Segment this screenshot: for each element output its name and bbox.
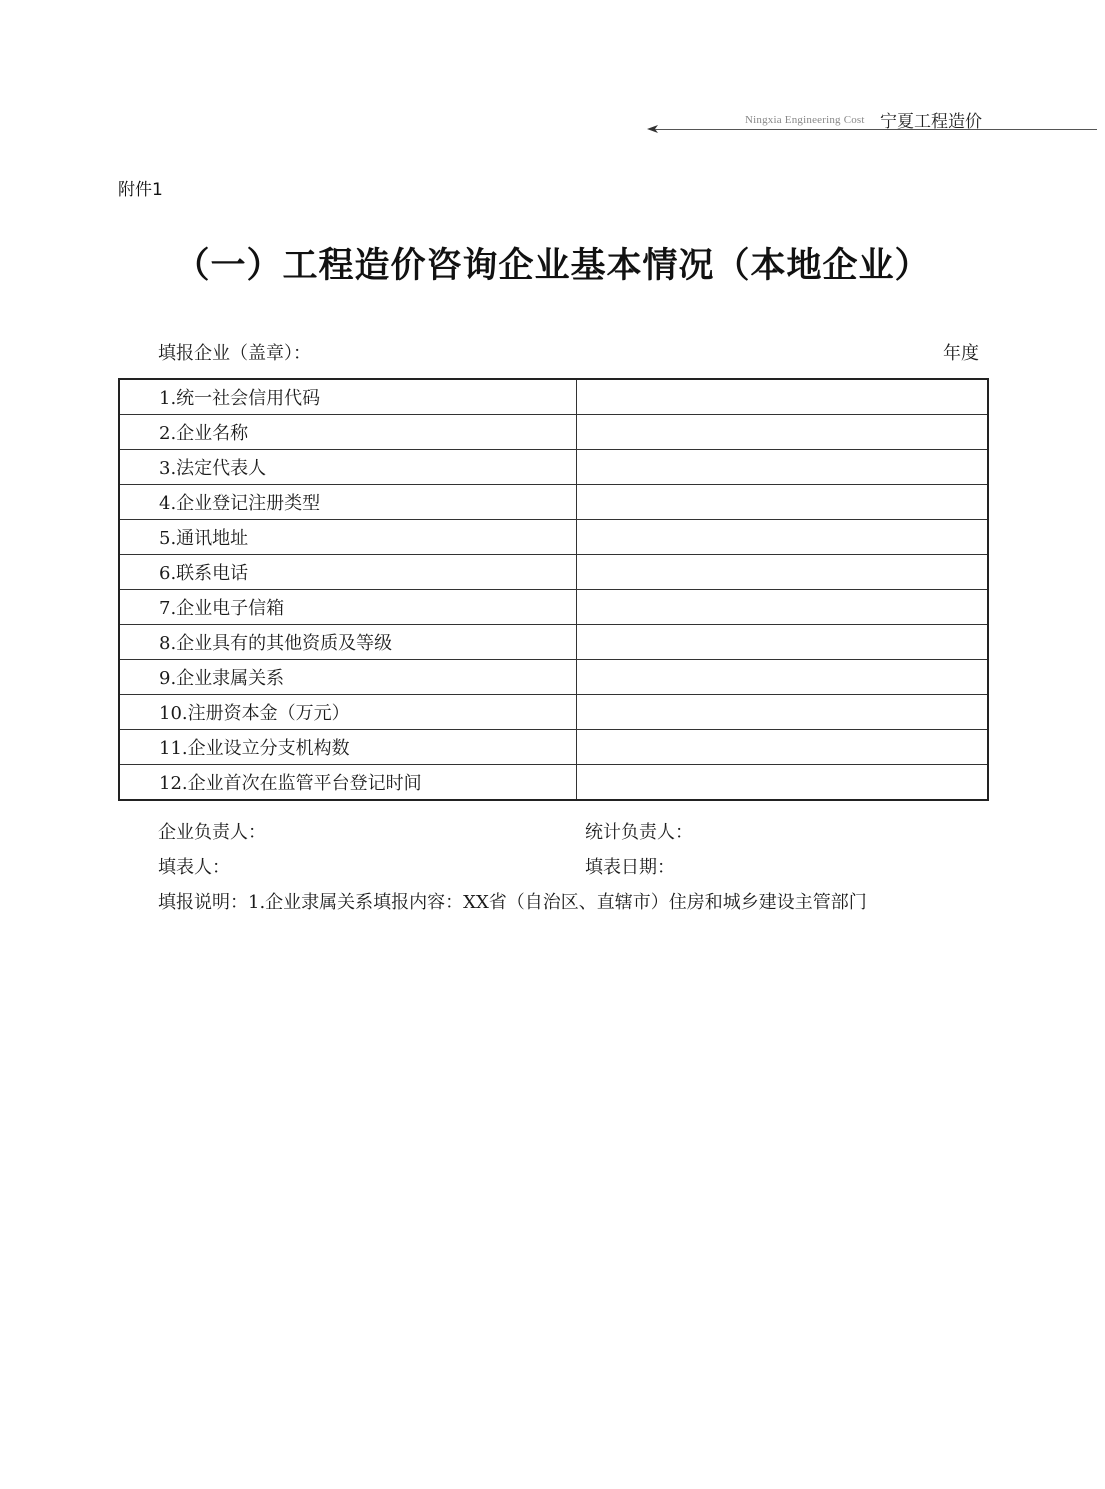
row-label: 5.通讯地址	[119, 520, 576, 555]
row-value[interactable]	[576, 485, 988, 520]
fill-instructions: 填报说明：1.企业隶属关系填报内容：XX省（自治区、直辖市）住房和城乡建设主管部门	[158, 892, 867, 913]
row-label: 2.企业名称	[119, 415, 576, 450]
table-row	[119, 555, 988, 590]
row-value[interactable]	[576, 695, 988, 730]
row-value[interactable]	[576, 450, 988, 485]
table-row	[119, 450, 988, 485]
page-title: （一）工程造价咨询企业基本情况（本地企业）	[174, 245, 931, 286]
table-row	[119, 765, 988, 801]
table-row	[119, 625, 988, 660]
table-row	[119, 660, 988, 695]
table-row	[119, 415, 988, 450]
row-label: 11.企业设立分支机构数	[119, 730, 576, 765]
year-label: 年度	[943, 343, 979, 364]
table-row	[119, 485, 988, 520]
header-english: Ningxia Engineering Cost	[745, 114, 865, 126]
row-value[interactable]	[576, 590, 988, 625]
row-label: 10.注册资本金（万元）	[119, 695, 576, 730]
row-label: 6.联系电话	[119, 555, 576, 590]
attachment-label: 附件1	[118, 180, 163, 200]
company-head-label: 企业负责人：	[158, 822, 266, 843]
stats-head-label: 统计负责人：	[585, 822, 693, 843]
row-label: 8.企业具有的其他资质及等级	[119, 625, 576, 660]
table-row	[119, 520, 988, 555]
row-label: 12.企业首次在监管平台登记时间	[119, 765, 576, 801]
row-value[interactable]	[576, 765, 988, 801]
row-value[interactable]	[576, 520, 988, 555]
header-chinese: 宁夏工程造价	[880, 112, 982, 132]
company-stamp-label: 填报企业（盖章）：	[158, 343, 311, 364]
table-row	[119, 695, 988, 730]
row-label: 1.统一社会信用代码	[119, 379, 576, 415]
row-label: 3.法定代表人	[119, 450, 576, 485]
fill-date-label: 填表日期：	[585, 857, 675, 878]
row-value[interactable]	[576, 625, 988, 660]
row-value[interactable]	[576, 379, 988, 415]
row-value[interactable]	[576, 730, 988, 765]
row-value[interactable]	[576, 415, 988, 450]
filler-label: 填表人：	[158, 857, 230, 878]
row-value[interactable]	[576, 555, 988, 590]
running-header	[0, 100, 1105, 140]
info-table	[118, 378, 989, 801]
row-label: 9.企业隶属关系	[119, 660, 576, 695]
table-row	[119, 379, 988, 415]
row-label: 7.企业电子信箱	[119, 590, 576, 625]
row-value[interactable]	[576, 660, 988, 695]
row-label: 4.企业登记注册类型	[119, 485, 576, 520]
table-row	[119, 730, 988, 765]
header-rule	[655, 129, 1097, 130]
table-row	[119, 590, 988, 625]
